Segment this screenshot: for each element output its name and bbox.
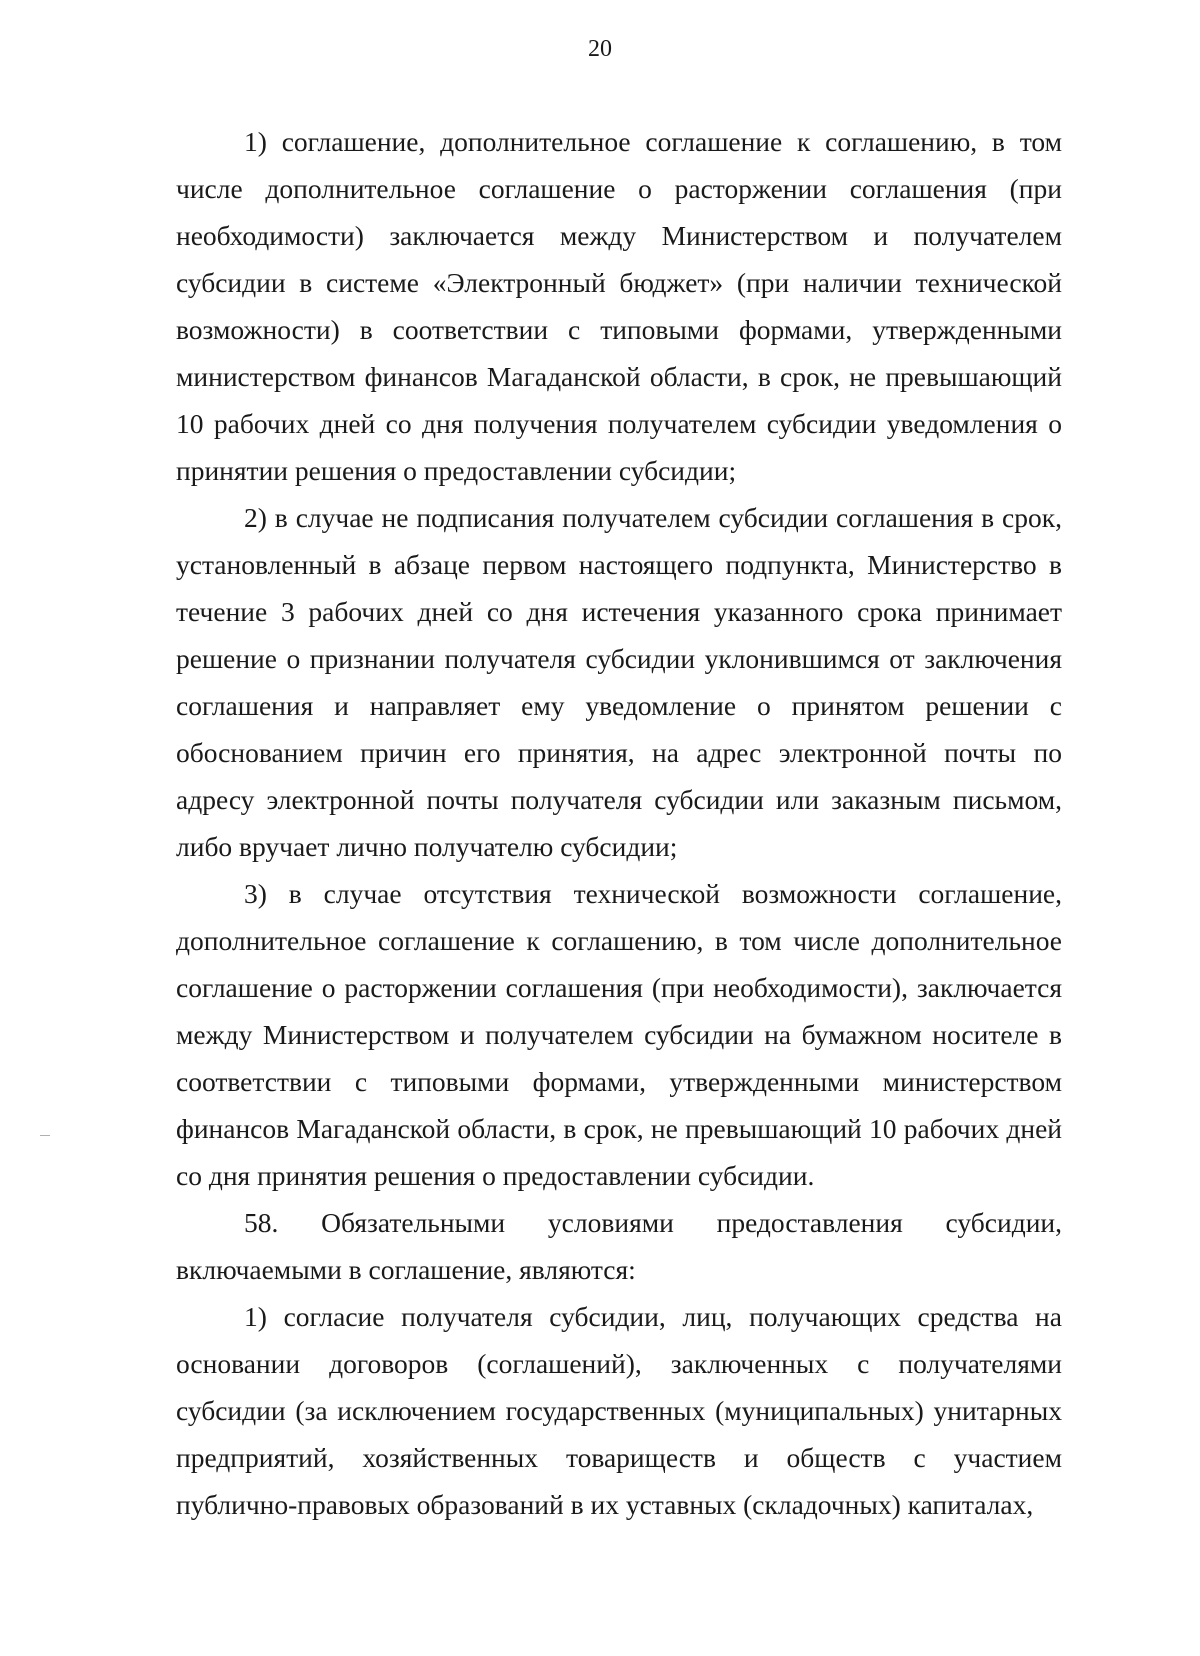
paragraph-agreement-paper: 3) в случае отсутствия технической возможности соглашение, дополнительное соглашение к соглашению, в том числе дополнительное соглашение о расторжении соглашения (при необходимости), заключается между Министерством и получателем субсидии на бумажном носителе в соответствии с типовыми формами, утвержденными министерством финансов Магаданской области, в срок, не превышающий 10 рабочих дней со дня принятия решения о предоставлении субсидии.: [176, 878, 1062, 1191]
paragraph-recipient-consent: 1) согласие получателя субсидии, лиц, получающих средства на основании договоров (соглашений), заключенных с получателями субсидии (за исключением государственных (муниципальных) унитарных предприятий, хозяйственных товариществ и обществ с участием публично-правовых образований в их уставных (складочных) капиталах,: [176, 1301, 1062, 1520]
paragraph-agreement-unsigned: 2) в случае не подписания получателем субсидии соглашения в срок, установленный в абзаце первом настоящего подпункта, Министерство в течение 3 рабочих дней со дня истечения указанного срока принимает решение о признании получателя субсидии уклонившимся от заключения соглашения и направляет ему уведомление о принятом решении с обоснованием причин его принятия, на адрес электронной почты по адресу электронной почты получателя субсидии или заказным письмом, либо вручает лично получателю субсидии;: [176, 502, 1062, 862]
page-number: 20: [588, 36, 612, 62]
paragraph-agreement-electronic: 1) соглашение, дополнительное соглашение к соглашению, в том числе дополнительное соглашение о расторжении соглашения (при необходимости) заключается между Министерством и получателем субсидии в системе «Электронный бюджет» (при наличии технической возможности) в соответствии с типовыми формами, утвержденными министерством финансов Магаданской области, в срок, не превышающий 10 рабочих дней со дня получения получателем субсидии уведомления о принятии решения о предоставлении субсидии;: [176, 126, 1062, 486]
document-body: [176, 118, 1062, 1528]
scan-mark: [40, 1135, 50, 1136]
paragraph-section-58: 58. Обязательными условиями предоставления субсидии, включаемыми в соглашение, являются:: [176, 1207, 1062, 1285]
